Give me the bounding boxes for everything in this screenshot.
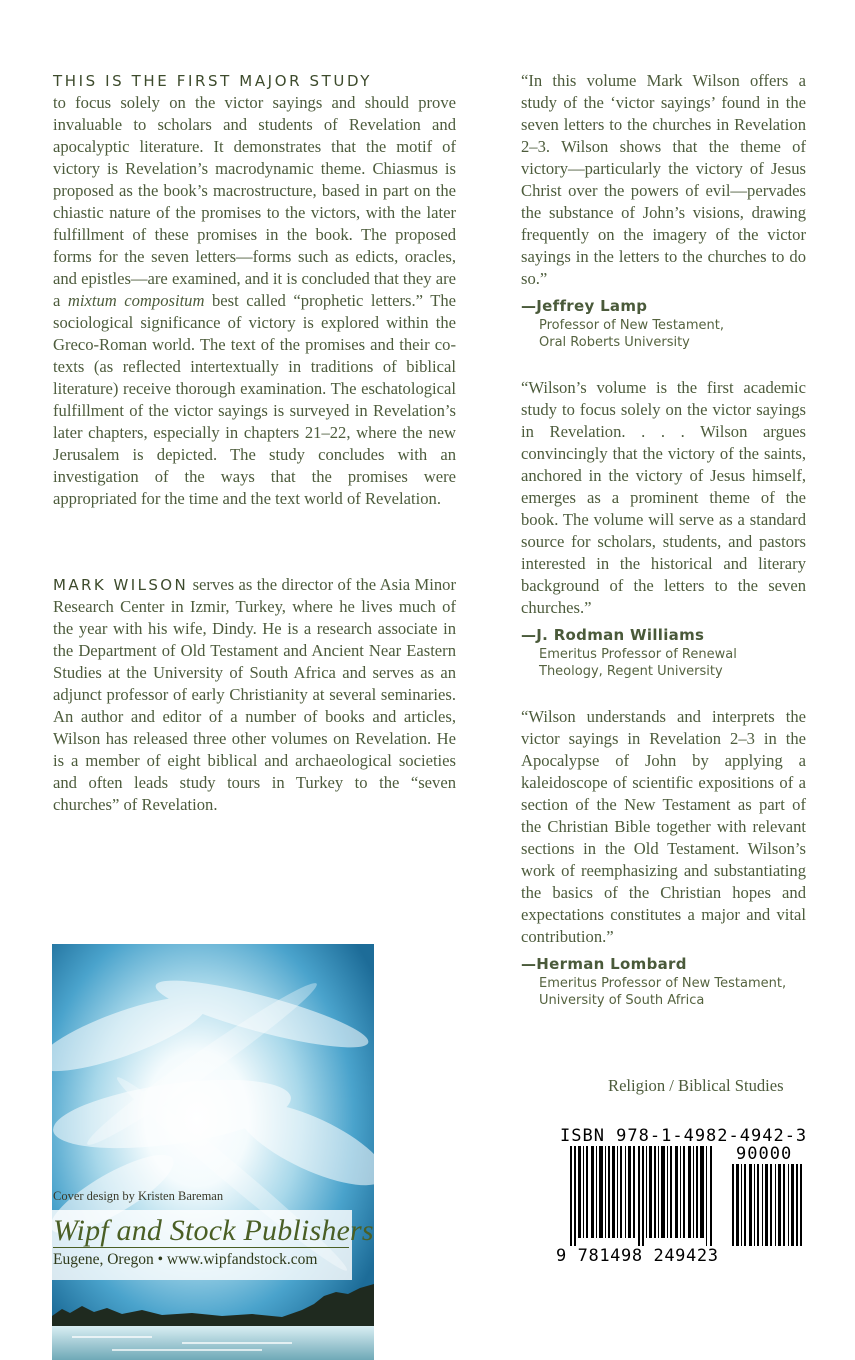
publisher-name: Wipf and Stock Publishers <box>53 1214 374 1247</box>
author-bio-text: serves as the director of the Asia Minor Research Center in Izmir, Turkey, where he lives much of the year with his wife, Dindy. He is a research associate in the Department of Old Testament and Ancient Near Eastern Studies at the University of South Africa and serves as an adjunct professor of early Christianity at several seminaries. An author and editor of a number of books and articles, Wilson has released three other volumes on Revelation. He is a member of eight biblical and archaeological societies and often leads study tours in Turkey to the “seven churches” of Revelation. <box>53 575 457 814</box>
publisher-location: Eugene, Oregon • www.wipfandstock.com <box>53 1251 318 1268</box>
endorsement <box>521 70 806 351</box>
endorser-affiliation: Theology, Regent University <box>539 664 723 679</box>
endorsement-quote: “Wilson’s volume is the first academic study to focus solely on the victor sayings in Revelation. . . . Wilson argues convincingly that the victory of the saints, anchored in the victory of Jesus himself, emerges as a prominent theme of the book. The volume will serve as a standard source for scholars, students, and pastors interested in the historical and literary background of the letters to the seven churches.” <box>521 378 806 617</box>
endorser-title: Emeritus Professor of Renewal <box>539 647 737 662</box>
endorsements <box>521 70 806 1009</box>
description-lead: THIS IS THE FIRST MAJOR STUDY <box>53 72 373 90</box>
author-name: MARK WILSON <box>53 576 189 594</box>
sky-landscape-image <box>52 944 374 1360</box>
description-text-pre: to focus solely on the victor sayings and should prove invaluable to scholars and students of Revelation and apocalyptic literature. It demonstrates that the motif of victory is Revelation’s macrodynamic theme. Chiasmus is proposed as the book’s macrostructure, based in part on the chiastic nature of the promises to the victors, with the later fulfillment of these promises in the book. The proposed forms for the seven letters—forms such as edicts, oracles, and epistles—are examined, and it is concluded that they are a <box>53 93 456 310</box>
endorsement-quote: “In this volume Mark Wilson offers a study of the ‘victor sayings’ found in the seven letters to the churches in Revelation 2–3. Wilson shows that the theme of victory—particularly the victory of Jesus Christ over the powers of evil—pervades the substance of John’s visions, drawing frequently on the imagery of the victor sayings in the letters to the churches to do so.” <box>521 71 806 288</box>
publisher-divider <box>53 1247 349 1248</box>
endorser-affiliation: Oral Roberts University <box>539 335 690 350</box>
book-description <box>53 70 456 510</box>
ean-digits: 9 781498 249423 <box>556 1246 719 1266</box>
endorser-affiliation: University of South Africa <box>539 993 705 1008</box>
isbn-barcode <box>556 1126 806 1266</box>
endorsement <box>521 706 806 1009</box>
addon-barcode-bars <box>732 1164 804 1246</box>
author-bio <box>53 574 456 816</box>
endorser-name: —Jeffrey Lamp <box>521 297 648 315</box>
endorsement <box>521 377 806 680</box>
cover-image <box>52 944 374 1360</box>
description-text-post: best called “prophetic letters.” The sociological significance of victory is explored within the Greco-Roman world. The text of the promises and their co-texts (as reflected intertextually in traditions of biblical literature) receive thorough examination. The eschatological fulfillment of the victor sayings is surveyed in Revelation’s later chapters, especially in chapters 21–22, where the new Jerusalem is depicted. The study concludes with an investigation of the ways that the promises were appropriated for the time and the text world of Revelation. <box>53 291 457 508</box>
price-code: 90000 <box>736 1144 793 1164</box>
cover-credit: Cover design by Kristen Bareman <box>53 1189 224 1203</box>
ean-barcode-bars <box>570 1146 730 1246</box>
description-italic-term: mixtum compositum <box>67 291 205 310</box>
book-category: Religion / Biblical Studies <box>608 1076 784 1095</box>
endorser-name: —J. Rodman Williams <box>521 626 705 644</box>
endorsement-quote: “Wilson understands and interprets the victor sayings in Revelation 2–3 in the Apocalypse of John by applying a kaleidoscope of scientific expositions of a section of the New Testament as part of the Christian Bible together with relevant sections in the Old Testament. Wilson’s work of reemphasizing and substantiating the basics of the Christian hopes and expectations constitutes a major and vital contribution.” <box>521 707 806 946</box>
isbn-label: ISBN 978-1-4982-4942-3 <box>560 1126 808 1146</box>
endorser-title: Professor of New Testament, <box>539 318 725 333</box>
endorser-name: —Herman Lombard <box>521 955 687 973</box>
endorser-title: Emeritus Professor of New Testament, <box>539 976 787 991</box>
left-column <box>53 70 456 816</box>
